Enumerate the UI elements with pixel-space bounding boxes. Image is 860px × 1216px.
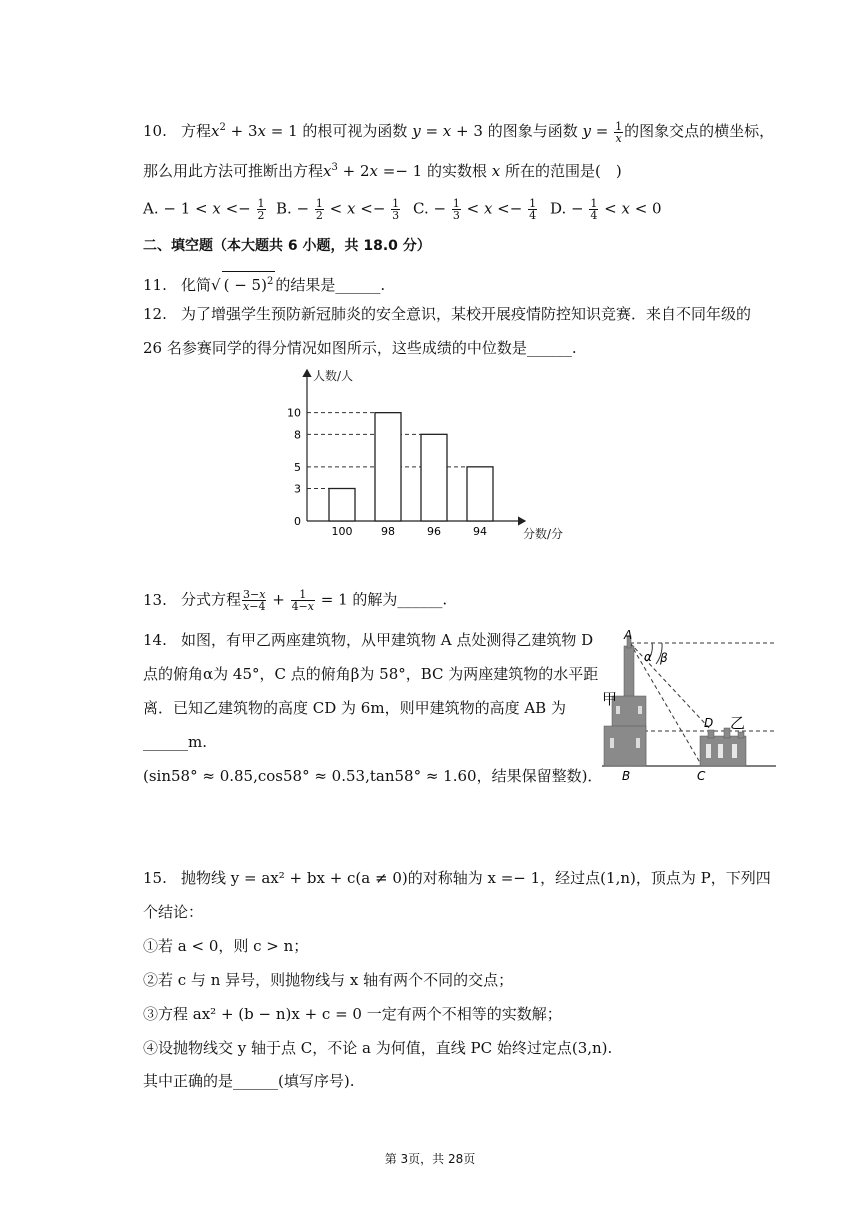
question-14-line2: 点的俯角α为 45°，C 点的俯角β为 58°，BC 为两座建筑物的水平距	[143, 665, 599, 683]
page-footer: 第 3页，共 28页	[384, 1152, 476, 1166]
question-13: 13. 分式方程 $\frac{3-x}{x-4}$ + $\frac{1}{4-x}$ = 1 的解为______.	[143, 588, 448, 613]
label-jia: 甲	[602, 690, 618, 708]
x-tick-label: 100	[331, 525, 353, 538]
conclusion-1: ①若 a < 0，则 c > n；	[143, 937, 309, 955]
bar-96	[421, 434, 447, 521]
x-tick-label: 98	[381, 525, 395, 538]
question-15-last: 其中正确的是______(填写序号).	[143, 1072, 355, 1090]
question-10: 10. 方程$x^2 + 3x = 1$ 的根可视为函数 y = x + 3 的图象与函数 y = $\frac{1}{x}$ 的图象交点的横坐标，	[143, 119, 775, 145]
buildings-diagram	[600, 626, 780, 786]
y-tick-label: 5	[294, 460, 301, 474]
x-tick-label: 96	[427, 525, 441, 538]
x-axis-label: 分数/分	[523, 527, 564, 541]
question-14-line3: 离．已知乙建筑物的高度 CD 为 6m，则甲建筑物的高度 AB 为	[143, 699, 566, 717]
question-number: 10.	[143, 122, 167, 140]
label-c: C	[697, 769, 706, 783]
y-tick-label: 3	[294, 482, 301, 496]
section-heading: 二、填空题（本大题共 6 小题，共 18.0 分）	[143, 238, 431, 254]
question-11: 11. 化简√ ( − 5)$^2$ 的结果是______.	[143, 271, 385, 295]
label-beta: β	[660, 651, 668, 665]
option-d: D. − $\frac{1}{4}$ < x < 0	[550, 197, 662, 222]
option-c: C. − $\frac{1}{3}$ < x <− $\frac{1}{4}$	[413, 197, 537, 222]
bar-100	[329, 489, 355, 522]
question-14: 14. 如图，有甲乙两座建筑物，从甲建筑物 A 点处测得乙建筑物 D	[143, 631, 594, 649]
y-tick-label: 0	[294, 515, 301, 528]
question-10-line2: 那么用此方法可推断出方程$x^3 + 2x =- 1$ 的实数根 x 所在的范围是( )	[143, 162, 622, 180]
score-bar-chart	[285, 366, 575, 546]
question-14-line4: ______m.	[143, 733, 207, 751]
label-b: B	[622, 769, 631, 783]
conclusion-4: ④设抛物线交 y 轴于点 C，不论 a 为何值，直线 PC 始终过定点(3,n).	[143, 1039, 613, 1057]
label-alpha: α	[644, 650, 652, 664]
question-15-line2: 个结论：	[143, 903, 204, 921]
label-yi: 乙	[730, 714, 746, 732]
option-b: B. − $\frac{1}{2}$ < x <− $\frac{1}{3}$	[276, 197, 400, 222]
question-15: 15. 抛物线 y = ax² + bx + c(a ≠ 0)的对称轴为 x =− 1，经过点(1,n)，顶点为 P，下列四	[143, 869, 771, 887]
conclusion-3: ③方程 ax² + (b − n)x + c = 0 一定有两个不相等的实数解；	[143, 1005, 562, 1023]
bar-98	[375, 413, 401, 521]
question-12: 12. 为了增强学生预防新冠肺炎的安全意识，某校开展疫情防控知识竞赛．来自不同年级的	[143, 305, 752, 323]
bar-94	[467, 467, 493, 521]
label-d: D	[704, 716, 714, 730]
question-14-line5: (sin58° ≈ 0.85,cos58° ≈ 0.53,tan58° ≈ 1.60，结果保留整数)．	[143, 767, 603, 785]
option-a: A. − 1 < x <− $\frac{1}{2}$	[143, 197, 265, 222]
y-tick-label: 10	[287, 406, 301, 420]
y-axis-label: 人数/人	[313, 369, 354, 383]
question-12-line2: 26 名参赛同学的得分情况如图所示，这些成绩的中位数是______.	[143, 339, 577, 357]
y-tick-label: 8	[294, 428, 301, 442]
x-tick-label: 94	[473, 525, 487, 538]
conclusion-2: ②若 c 与 n 异号，则抛物线与 x 轴有两个不同的交点；	[143, 971, 514, 989]
label-a: A	[624, 628, 633, 642]
